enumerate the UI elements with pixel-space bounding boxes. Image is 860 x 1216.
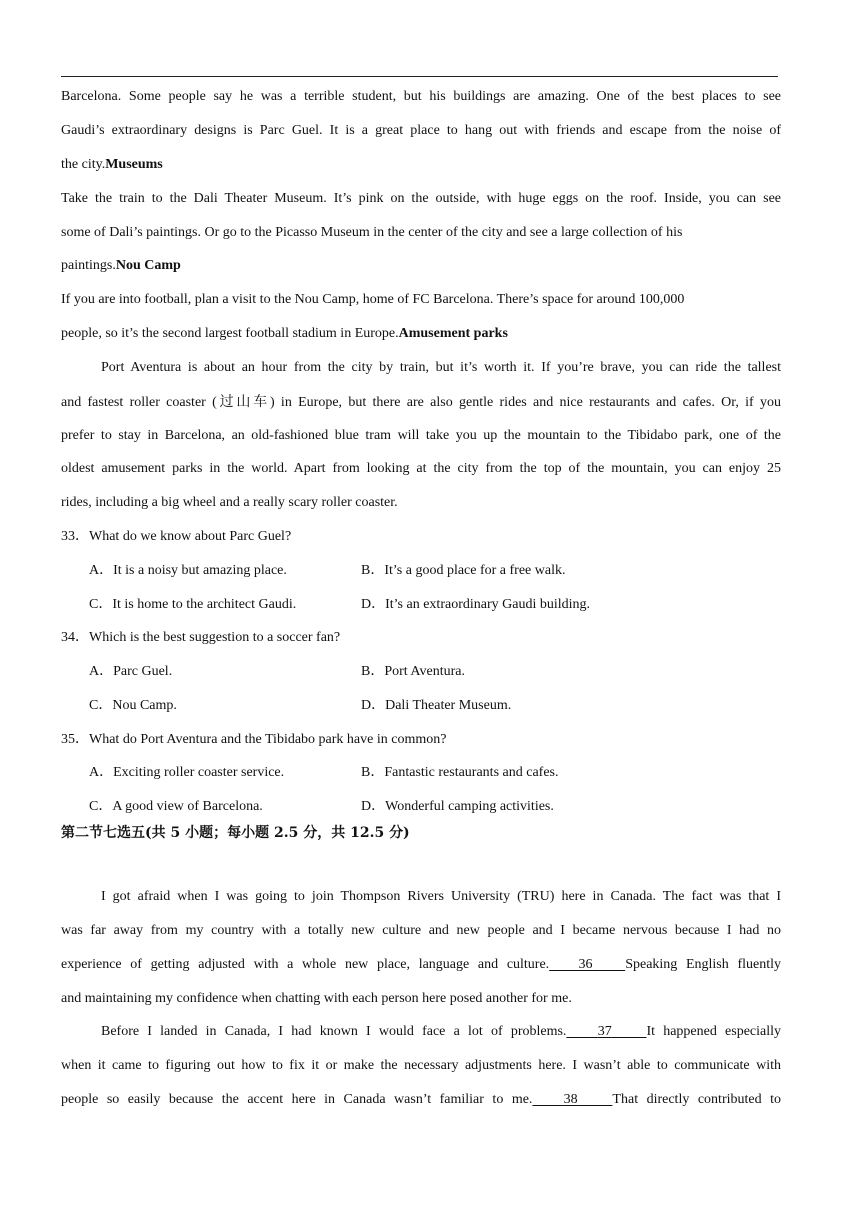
passage-text: the city. bbox=[61, 157, 106, 172]
passage-text: Before I landed in Canada, I had known I would face a lot of problems. bbox=[101, 1024, 567, 1039]
passage-text: experience of getting adjusted with a whole new place, language and culture. bbox=[61, 957, 550, 972]
blank-38[interactable] bbox=[532, 1091, 612, 1109]
passage-line bbox=[61, 956, 781, 974]
passage-text: That directly contributed to bbox=[612, 1092, 781, 1107]
passage-line: Take the train to the Dali Theater Museum. It’s pink on the outside, with huge eggs on the roof. Inside, you can see bbox=[61, 191, 781, 206]
passage-line: when it came to figuring out how to fix it or make the necessary adjustments here. I wasn’t able to communicate with bbox=[61, 1058, 781, 1073]
passage-line: Barcelona. Some people say he was a terrible student, but his buildings are amazing. One of the best places to see bbox=[61, 89, 781, 104]
passage-line bbox=[61, 1091, 781, 1109]
passage-line: some of Dali’s paintings. Or go to the Picasso Museum in the center of the city and see a large collection of his bbox=[61, 225, 683, 240]
option-d: D．It’s an extraordinary Gaudi building. bbox=[361, 597, 591, 612]
passage-line: oldest amusement parks in the world. Apart from looking at the city from the top of the mountain, you can enjoy 25 bbox=[61, 461, 781, 476]
passage-text: paintings. bbox=[61, 258, 116, 273]
passage-text: ) in Europe, but there are also gentle rides and nice restaurants and cafes. Or, if you bbox=[269, 395, 781, 410]
heading-amusement-parks: Amusement parks bbox=[398, 326, 508, 341]
option-a: A．Parc Guel. bbox=[89, 664, 173, 679]
passage-line: Gaudi’s extraordinary designs is Parc Guel. It is a great place to hang out with friends and escape from the noise of bbox=[61, 123, 781, 138]
option-b: B．Port Aventura. bbox=[361, 664, 465, 679]
passage-line bbox=[101, 1023, 781, 1041]
heading-museums: Museums bbox=[105, 157, 163, 172]
passage-text: and fastest roller coaster ( bbox=[61, 395, 217, 410]
blank-37[interactable] bbox=[566, 1023, 646, 1041]
section-title: 第二节七选五(共 5 小题；每小题 2.5 分，共 12.5 分) bbox=[61, 825, 410, 841]
passage-line bbox=[61, 325, 781, 343]
passage-text: people, so it’s the second largest football stadium in Europe. bbox=[61, 326, 399, 341]
passage-line bbox=[61, 393, 781, 412]
question-stem: 33．What do we know about Parc Guel? bbox=[61, 529, 292, 544]
option-c: C．Nou Camp. bbox=[89, 698, 177, 713]
option-b: B．It’s a good place for a free walk. bbox=[361, 563, 566, 578]
question-stem: 34．Which is the best suggestion to a soccer fan? bbox=[61, 630, 341, 645]
header-rule bbox=[61, 76, 778, 77]
passage-line: rides, including a big wheel and a really scary roller coaster. bbox=[61, 495, 398, 510]
blank-number: 38 bbox=[563, 1092, 578, 1107]
option-a: A．It is a noisy but amazing place. bbox=[89, 563, 287, 578]
chinese-gloss: 过山车 bbox=[216, 394, 270, 410]
passage-line: and maintaining my confidence when chatting with each person here posed another for me. bbox=[61, 991, 572, 1006]
passage-line: If you are into football, plan a visit to the Nou Camp, home of FC Barcelona. There’s space for around 100,000 bbox=[61, 292, 685, 307]
blank-36[interactable] bbox=[549, 956, 625, 974]
heading-nou-camp: Nou Camp bbox=[115, 258, 181, 273]
option-c: C．It is home to the architect Gaudi. bbox=[89, 597, 297, 612]
question-stem: 35．What do Port Aventura and the Tibidabo park have in common? bbox=[61, 732, 447, 747]
passage-text: Speaking English fluently bbox=[625, 957, 781, 972]
option-d: D．Wonderful camping activities. bbox=[361, 799, 554, 814]
passage-line: Port Aventura is about an hour from the city by train, but it’s worth it. If you’re brave, you can ride the tallest bbox=[101, 360, 781, 375]
passage-line: was far away from my country with a totally new culture and new people and I became nervous because I had no bbox=[61, 923, 781, 938]
passage-text: It happened especially bbox=[646, 1024, 781, 1039]
option-d: D．Dali Theater Museum. bbox=[361, 698, 512, 713]
passage-line bbox=[61, 156, 781, 174]
passage-line bbox=[61, 257, 781, 275]
passage-line: I got afraid when I was going to join Thompson Rivers University (TRU) here in Canada. The fact was that I bbox=[101, 889, 781, 904]
option-b: B．Fantastic restaurants and cafes. bbox=[361, 765, 559, 780]
option-a: A．Exciting roller coaster service. bbox=[89, 765, 285, 780]
blank-number: 36 bbox=[578, 957, 593, 972]
passage-text: people so easily because the accent here in Canada wasn’t familiar to me. bbox=[61, 1092, 533, 1107]
passage-line: prefer to stay in Barcelona, an old-fashioned blue tram will take you up the mountain to the Tibidabo park, one of the bbox=[61, 428, 781, 443]
option-c: C．A good view of Barcelona. bbox=[89, 799, 263, 814]
blank-number: 37 bbox=[597, 1024, 612, 1039]
